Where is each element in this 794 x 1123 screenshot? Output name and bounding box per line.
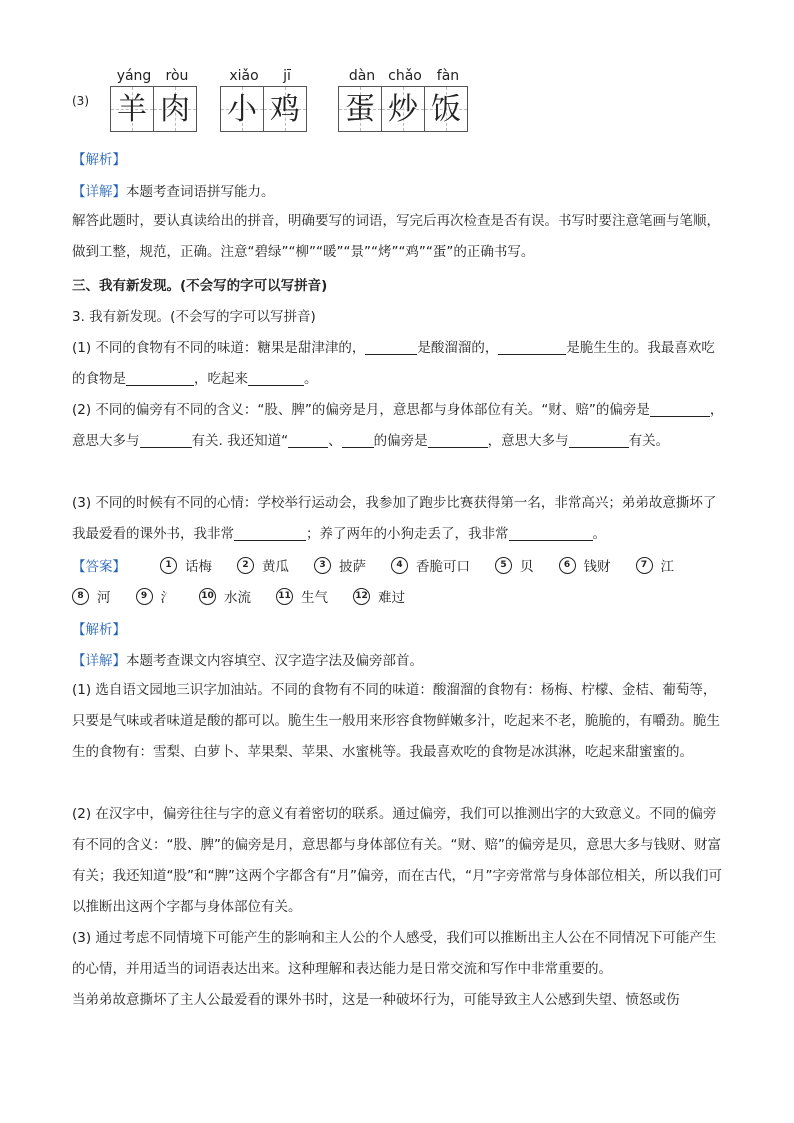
detail-text: 本题考查课文内容填空、汉字造字法及偏旁部首。	[126, 653, 423, 669]
char-box: 羊	[110, 86, 154, 132]
answer-blank[interactable]	[650, 402, 710, 417]
pinyin: dàn	[348, 68, 376, 84]
pinyin: fàn	[436, 68, 460, 84]
answer-item: 9 氵	[136, 586, 175, 606]
detail-tag: 【详解】	[72, 653, 126, 669]
answer-item: 7 江	[636, 555, 675, 575]
pinyin: ròu	[165, 68, 189, 84]
answer-item: 12 难过	[353, 586, 405, 606]
answer-blank[interactable]	[498, 340, 566, 355]
analysis-paragraph-4: 当弟弟故意撕坏了主人公最爱看的课外书时，这是一种破坏行为，可能导致主人公感到失望、愤怒或伤	[72, 992, 680, 1008]
answer-blank[interactable]	[509, 526, 593, 541]
answer-item: 11 生气	[276, 586, 328, 606]
analysis-paragraph-3: (3) 通过考虑不同情境下可能产生的影响和主人公的个人感受，我们可以推断出主人公在不同情况下可能产生的心情，并用适当的词语表达出来。这种理解和表达能力是日常交流和写作中非常重要的。	[72, 930, 717, 977]
char-boxes	[220, 86, 306, 132]
answer-row	[72, 586, 430, 606]
answer-item: 3 披萨	[314, 555, 366, 575]
answer-row	[72, 555, 674, 575]
question-part-1: (1) 不同的食物有不同的味道：糖果是甜津津的， 是酸溜溜的， 是脆生生的。我最喜欢吃的食物是 ，吃起来 。	[72, 340, 715, 387]
char-box: 鸡	[263, 86, 307, 132]
detail-tag: 【详解】	[72, 184, 126, 200]
answer-tag: 【答案】	[72, 559, 126, 575]
question-title: 3. 我有新发现。(不会写的字可以写拼音)	[72, 309, 316, 325]
char-box: 饭	[424, 86, 468, 132]
answer-blank[interactable]	[569, 433, 629, 448]
char-boxes	[338, 86, 467, 132]
pinyin: chǎo	[388, 68, 422, 84]
analysis-paragraph-2: (2) 在汉字中，偏旁往往与字的意义有着密切的联系。通过偏旁，我们可以推测出字的大致意义。不同的偏旁有不同的含义：“股、脾”的偏旁是月，意思都与身体部位有关。“财、赔”的偏旁是贝，意思大多与钱财、财富有关；我还知道“股”和“脾”这两个字都含有“月”偏旁，而在古代，“月”字旁常常与身体部位相关，所以我们可以推断出这两个字都与身体部位有关。	[72, 806, 722, 915]
answer-item: 6 钱财	[559, 555, 611, 575]
char-box: 蛋	[338, 86, 382, 132]
answer-blank[interactable]	[248, 371, 304, 386]
answer-item: 5 贝	[495, 555, 534, 575]
answer-blank[interactable]	[126, 371, 194, 386]
detail-text: 本题考查词语拼写能力。	[126, 184, 275, 200]
char-box: 小	[220, 86, 264, 132]
answer-item: 8 河	[72, 586, 111, 606]
detail-line	[72, 182, 275, 202]
pinyin: xiǎo	[229, 68, 259, 84]
answer-blank[interactable]	[365, 340, 417, 355]
answer-item: 4 香脆可口	[391, 555, 470, 575]
answer-item: 2 黄瓜	[237, 555, 289, 575]
analysis-tag: 【解析】	[72, 622, 126, 638]
question-part-2: (2) 不同的偏旁有不同的含义：“股、脾”的偏旁是月，意思都与身体部位有关。“财、赔”的偏旁是 ，意思大多与 有关. 我还知道“ 、 的偏旁是 ，意思大多与 有关。	[72, 402, 724, 449]
answer-blank[interactable]	[288, 433, 328, 448]
detail-line	[72, 651, 423, 671]
analysis-tag: 【解析】	[72, 152, 126, 168]
question-part-3: (3) 不同的时候有不同的心情：学校举行运动会，我参加了跑步比赛获得第一名，非常高兴；弟弟故意撕坏了我最爱看的课外书，我非常 ；养了两年的小狗走丢了，我非常 。	[72, 495, 717, 542]
pinyin: jī	[283, 68, 291, 84]
pinyin-grid-question	[72, 66, 532, 138]
answer-blank[interactable]	[428, 433, 488, 448]
char-box: 肉	[153, 86, 197, 132]
question-number: (3)	[72, 94, 89, 108]
answer-blank[interactable]	[342, 433, 374, 448]
section-heading: 三、我有新发现。(不会写的字可以写拼音)	[72, 278, 328, 294]
answer-item: 1 话梅	[160, 555, 212, 575]
char-box: 炒	[381, 86, 425, 132]
analysis-body: 解答此题时，要认真读给出的拼音，明确要写的词语，写完后再次检查是否有误。书写时要注意笔画与笔顺，做到工整，规范，正确。注意“碧绿”“柳”“暖”“景”“烤”“鸡”“蛋”的正确书写。	[72, 213, 720, 260]
answer-blank[interactable]	[234, 526, 306, 541]
answer-item: 10 水流	[199, 586, 251, 606]
pinyin: yáng	[116, 68, 152, 84]
char-boxes	[110, 86, 196, 132]
analysis-paragraph-1: (1) 选自语文园地三识字加油站。不同的食物有不同的味道：酸溜溜的食物有：杨梅、柠檬、金桔、葡萄等，只要是气味或者味道是酸的都可以。脆生生一般用来形容食物鲜嫩多汁，吃起来不老，脆脆的，有嚼劲。脆生生的食物有：雪梨、白萝卜、苹果梨、苹果、水蜜桃等。我最喜欢吃的食物是冰淇淋，吃起来甜蜜蜜的。	[72, 682, 720, 760]
answer-blank[interactable]	[140, 433, 192, 448]
